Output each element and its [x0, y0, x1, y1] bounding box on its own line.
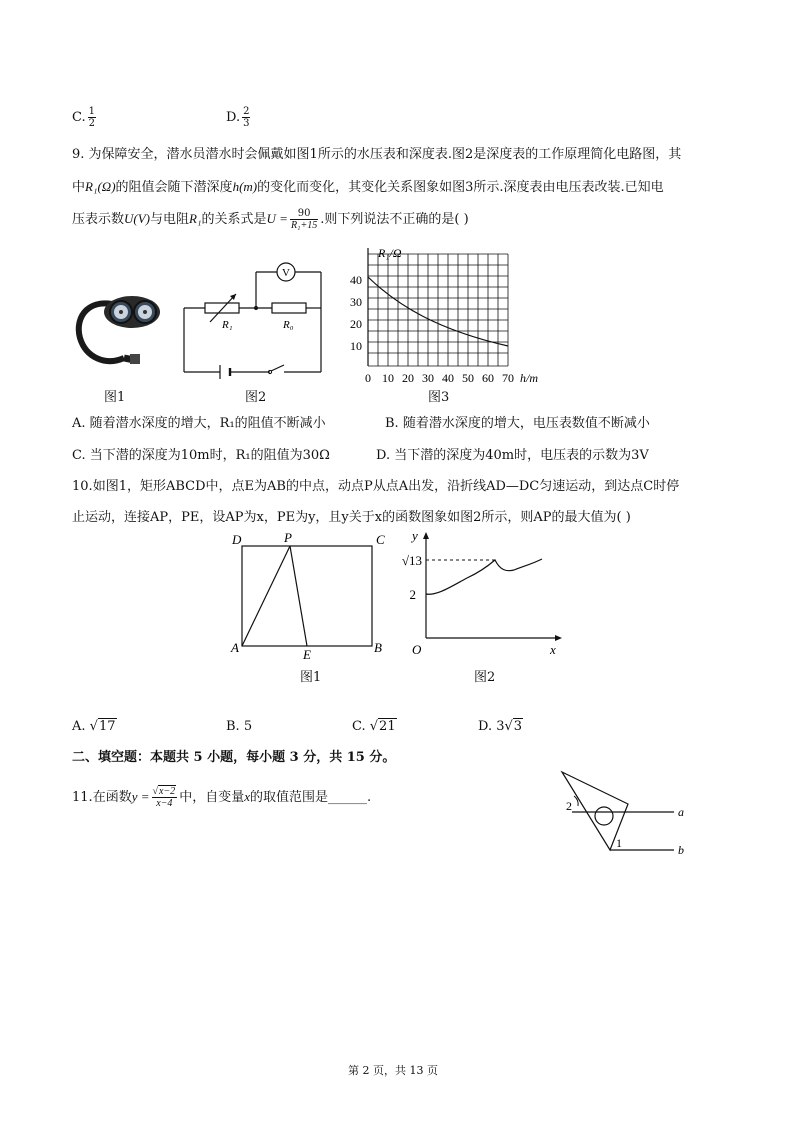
q10-fig2-label-sqrt13: √13 [401, 553, 422, 568]
q10-fig1-label-p: P [284, 530, 292, 545]
q9-fig2-caption: 图2 [245, 390, 267, 405]
q9-option-a: A. 随着潜水深度的增大，R₁的阻值不断减小 [72, 416, 326, 431]
q9-option-c: C. 当下潜的深度为10m时，R₁的阻值为30Ω [72, 448, 330, 463]
q10-fig2-label-o: O [412, 642, 422, 657]
q10-option-a: A. √17 [72, 719, 116, 734]
q8-option-d: D. $\frac{2}{3}$ [226, 106, 250, 129]
q9-fig3-xtick: 50 [462, 371, 474, 385]
q9-fig3-ytick: 20 [350, 317, 362, 331]
q10-fig1-label-a: A [231, 640, 239, 655]
q10-fig2-caption: 图2 [474, 670, 496, 685]
q10-fig1-label-d: D [232, 532, 242, 547]
q8-option-c: C. $\frac{1}{2}$ [72, 106, 95, 129]
q10-fig2-function-graph [392, 530, 564, 658]
q10-fig2-label-y: y [412, 530, 418, 543]
q11-angle-1-label: 1 [616, 836, 622, 850]
q9-line3: 压表示数U(V)与电阻R₁的关系式是U = $\frac{90}{\text{R₁+15}}$ .则下列说法不正确的是( ) [72, 208, 469, 231]
q11-text: 11.在函数y = $\frac{√x-2}{x-4}$ 中，自变量x的取值范围是______. [72, 786, 372, 809]
q11-line-a-label: a [678, 805, 684, 819]
q9-fig3-ytick: 10 [350, 339, 362, 353]
q10-fig1-label-c: C [376, 532, 385, 547]
q10-line2: 止运动，连接AP，PE，设AP为x，PE为y，且y关于x的函数图象如图2所示，则AP的最大值为( ) [72, 510, 631, 525]
q11-function-fraction: $\frac{√x-2}{x-4}$ [152, 786, 176, 809]
section2-heading: 二、填空题：本题共 5 小题，每小题 3 分，共 15 分。 [72, 750, 396, 765]
q9-fig3-xtick: 20 [402, 371, 414, 385]
q9-line2: 中R₁(Ω)的阻值会随下潜深度h(m)的变化而变化，其变化关系图象如图3所示.深度表由电压表改装.已知电 [72, 179, 664, 195]
q10-line1: 10.如图1，矩形ABCD中，点E为AB的中点，动点P从点A出发，沿折线AD—DC匀速运动，到达点C时停 [72, 479, 680, 494]
q9-fig3-ylabel: R₁/Ω [378, 246, 402, 260]
q10-fig1-label-e: E [303, 647, 311, 660]
q9-fig3-xlabel: h/m [520, 371, 538, 385]
q10-fig1-caption: 图1 [300, 670, 322, 685]
page-footer: 第 2 页，共 13 页 [348, 1064, 438, 1077]
q9-fig2-r0-label: R₀ [283, 319, 294, 331]
q9-fig3-xtick: 0 [365, 371, 371, 385]
q10-option-d: D. 3√3 [478, 719, 523, 734]
q11-figure-parallel-lines [556, 766, 706, 860]
q11-angle-2-label: 2 [566, 799, 572, 813]
q9-option-b: B. 随着潜水深度的增大，电压表数值不断减小 [385, 416, 650, 431]
q9-fig3-graph [338, 246, 558, 388]
q10-fig1-rectangle [228, 528, 390, 660]
q9-fig3-xtick: 10 [382, 371, 394, 385]
q10-option-b: B. 5 [226, 719, 253, 734]
q11-line-b-label: b [678, 843, 684, 857]
q9-formula-fraction: $\frac{90}{\text{R₁+15}}$ [290, 208, 318, 231]
q9-line1: 9. 为保障安全，潜水员潜水时会佩戴如图1所示的水压表和深度表.图2是深度表的工作原理简化电路图，其 [72, 147, 682, 162]
q9-fig1-caption: 图1 [104, 390, 126, 405]
q10-fig2-label-x: x [550, 642, 556, 657]
q10-fig1-label-b: B [374, 640, 382, 655]
q9-fig3-xtick: 40 [442, 371, 454, 385]
q10-option-c: C. √21 [352, 719, 396, 734]
q9-fig2-voltmeter-label: V [282, 267, 290, 279]
q9-fig2-r1-label: R₁ [222, 319, 233, 331]
q9-fig1-gauge-image [72, 288, 172, 372]
q9-option-d: D. 当下潜的深度为40m时，电压表的示数为3V [376, 448, 649, 463]
q9-fig3-xtick: 70 [502, 371, 514, 385]
q9-fig3-xtick: 60 [482, 371, 494, 385]
q9-fig3-caption: 图3 [428, 390, 450, 405]
q10-fig2-label-2: 2 [409, 587, 416, 602]
q9-fig3-xtick: 30 [422, 371, 434, 385]
q9-fig3-ytick: 30 [350, 295, 362, 309]
q9-fig2-circuit [180, 262, 325, 382]
q9-fig3-ytick: 40 [350, 273, 362, 287]
